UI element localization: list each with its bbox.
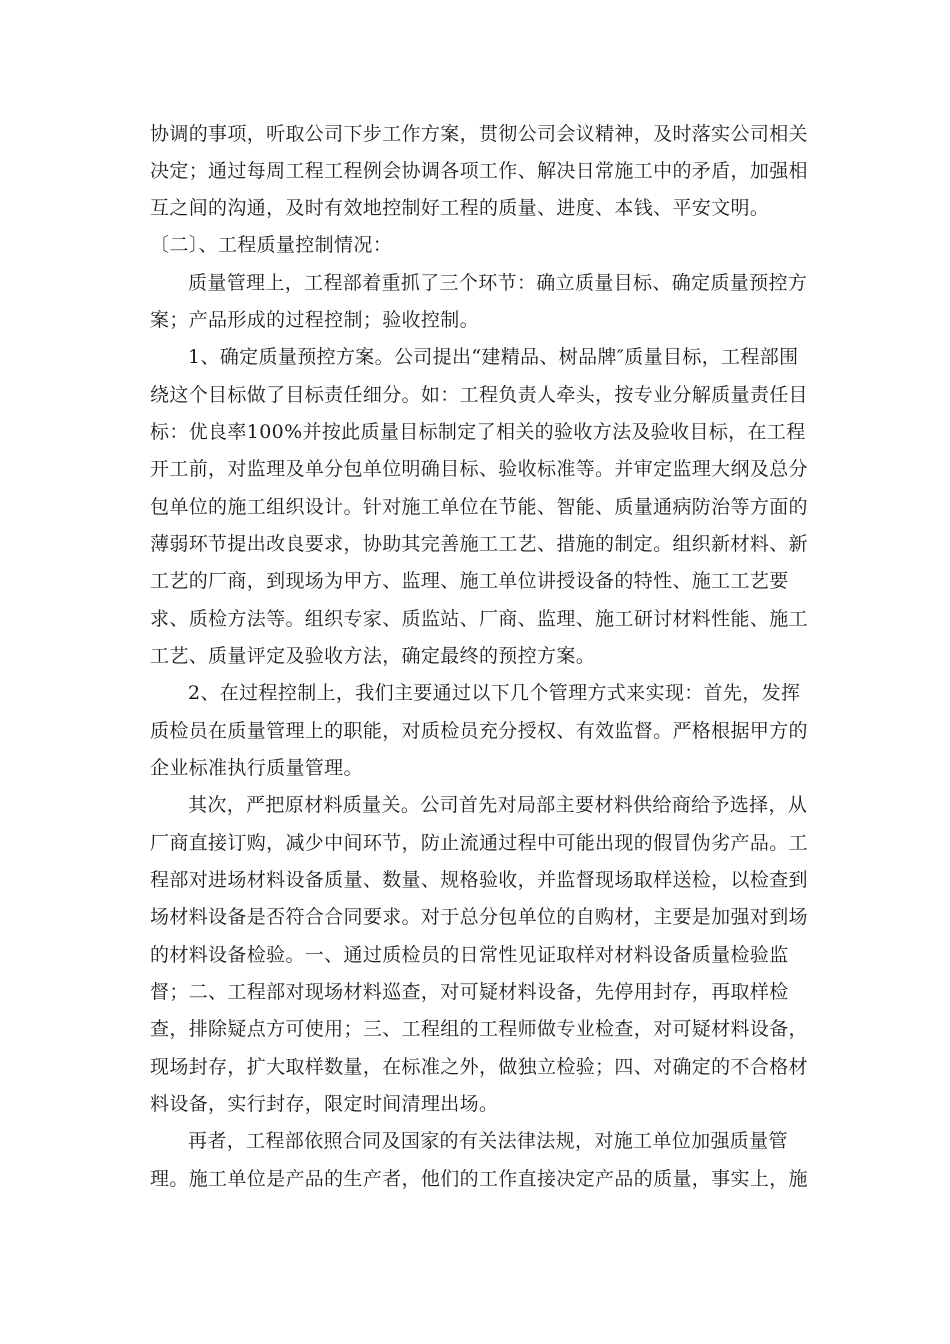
text-line: 薄弱环节提出改良要求，协助其完善施工工艺、措施的制定。组织新材料、新 bbox=[150, 533, 808, 555]
text-line: 程部对进场材料设备质量、数量、规格验收，并监督现场取样送检，以检查到 bbox=[150, 869, 808, 891]
text-line: 2、在过程控制上，我们主要通过以下几个管理方式来实现：首先，发挥 bbox=[188, 682, 801, 704]
text-line: 案；产品形成的过程控制；验收控制。 bbox=[150, 309, 479, 331]
text-line: 查，排除疑点方可使用；三、工程组的工程师做专业检查，对可疑材料设备， bbox=[150, 1018, 808, 1040]
text-line: 互之间的沟通，及时有效地控制好工程的质量、进度、本钱、平安文明。 bbox=[150, 197, 770, 219]
text-line: 1、确定质量预控方案。公司提出“建精品、树品牌″质量目标，工程部围 bbox=[188, 346, 799, 368]
text-line: 求、质检方法等。组织专家、质监站、厂商、监理、施工研讨材料性能、施工 bbox=[150, 608, 808, 630]
text-line: 现场封存，扩大取样数量，在标准之外，做独立检验；四、对确定的不合格材 bbox=[150, 1056, 808, 1078]
text-line: 再者，工程部依照合同及国家的有关法律法规，对施工单位加强质量管 bbox=[188, 1130, 788, 1152]
section-heading: 〔二〕、工程质量控制情况： bbox=[150, 234, 393, 256]
text-line: 企业标准执行质量管理。 bbox=[150, 757, 363, 779]
text-line: 协调的事项，听取公司下步工作方案，贯彻公司会议精神，及时落实公司相关 bbox=[150, 123, 808, 145]
text-line: 标：优良率100%并按此质量目标制定了相关的验收方法及验收目标，在工程 bbox=[150, 421, 806, 443]
text-line: 其次，严把原材料质量关。公司首先对局部主要材料供给商给予选择，从 bbox=[188, 794, 808, 816]
text-line: 决定；通过每周工程工程例会协调各项工作、解决日常施工中的矛盾，加强相 bbox=[150, 160, 808, 182]
text-line: 质检员在质量管理上的职能，对质检员充分授权、有效监督。严格根据甲方的 bbox=[150, 720, 808, 742]
text-line: 工艺的厂商，到现场为甲方、监理、施工单位讲授设备的特性、施工工艺要 bbox=[150, 570, 789, 592]
text-line: 场材料设备是否符合合同要求。对于总分包单位的自购材，主要是加强对到场 bbox=[150, 906, 808, 928]
text-line: 的材料设备检验。一、通过质检员的日常性见证取样对材料设备质量检验监 bbox=[150, 944, 789, 966]
text-line: 工艺、质量评定及验收方法，确定最终的预控方案。 bbox=[150, 645, 596, 667]
text-line: 开工前，对监理及单分包单位明确目标、验收标准等。并审定监理大纲及总分 bbox=[150, 458, 808, 480]
text-line: 包单位的施工组织设计。针对施工单位在节能、智能、质量通病防治等方面的 bbox=[150, 496, 808, 518]
text-line: 料设备，实行封存，限定时间清理出场。 bbox=[150, 1093, 499, 1115]
text-line: 质量管理上，工程部着重抓了三个环节：确立质量目标、确定质量预控方 bbox=[188, 272, 808, 294]
text-line: 绕这个目标做了目标责任细分。如：工程负责人牵头，按专业分解质量责任目 bbox=[150, 384, 808, 406]
text-line: 督；二、工程部对现场材料巡查，对可疑材料设备，先停用封存，再取样检 bbox=[150, 981, 789, 1003]
text-line: 理。施工单位是产品的生产者，他们的工作直接决定产品的质量，事实上，施 bbox=[150, 1168, 808, 1190]
text-line: 厂商直接订购，减少中间环节，防止流通过程中可能出现的假冒伪劣产品。工 bbox=[150, 832, 808, 854]
